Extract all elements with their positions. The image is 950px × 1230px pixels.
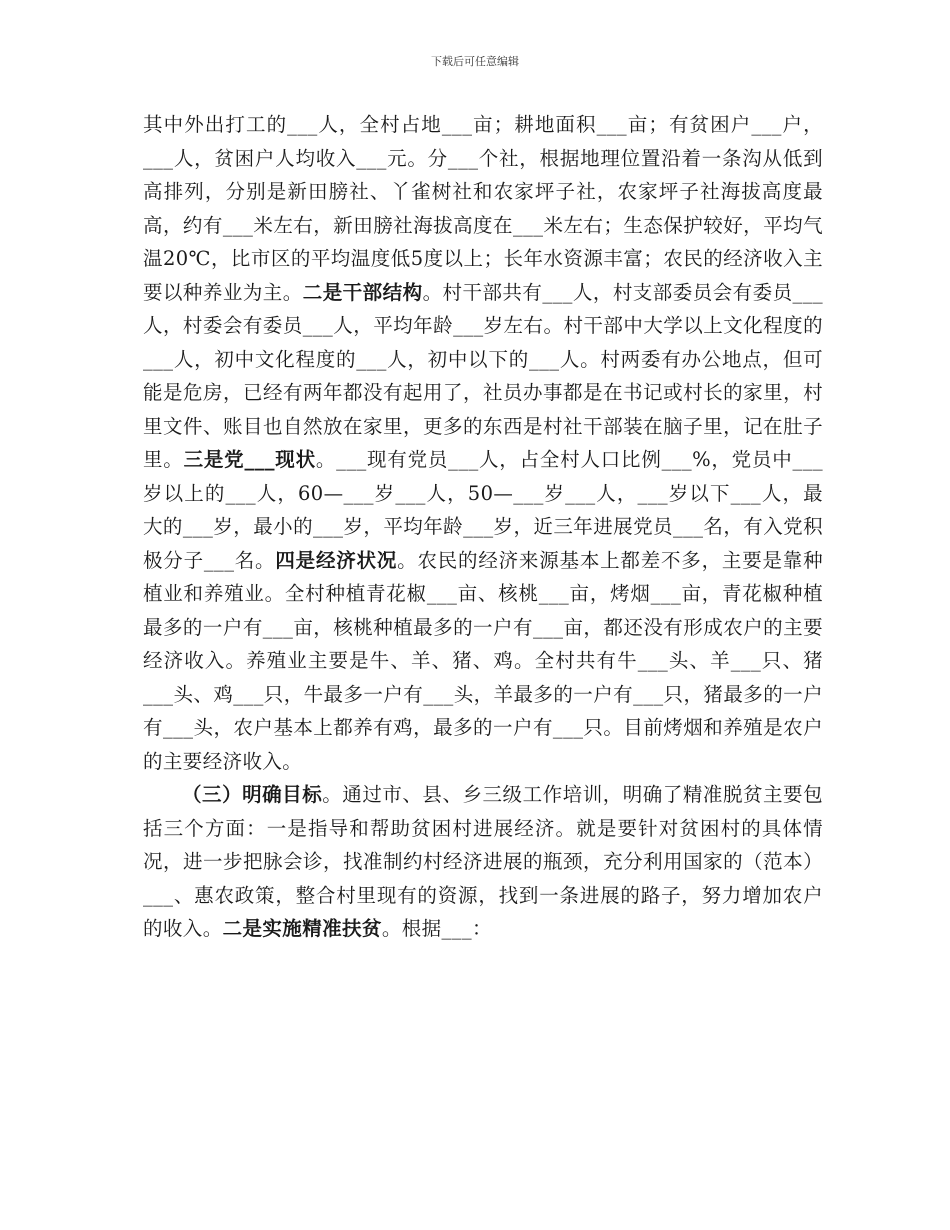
body-text: 。农民的经济来源基本上都差不多，主要是靠种植业和养殖业。全村种植青花椒___亩、核桃___亩，烤烟___亩，青花椒种植最多的一户有___亩，核桃种植最多的一户有___亩，都还没有形成农户的主要经济收入。养殖业主要是牛、羊、猪、鸡。全村共有牛___头、羊___只、猪___头、鸡___只，牛最多一户有___头，羊最多的一户有___只，猪最多的一户有___头，农户基本上都养有鸡，最多的一户有___只。目前烤烟和养殖是农户的主要经济收入。 (143, 548, 823, 773)
body-text: 。___现有党员___人，占全村人口比例___%，党员中___岁以上的___人，60—___岁___人，50—___岁___人，___岁以下___人，最大的___岁，最小的___岁，平均年龄___岁，近三年进展党员___名，有入党积极分子___名。 (143, 448, 824, 572)
section-heading-clear-goals: （三）明确目标 (182, 783, 323, 806)
section-heading-party-status: 三是党___现状 (183, 448, 316, 471)
section-heading-precise-poverty-alleviation: 二是实施精准扶贫 (222, 917, 382, 940)
body-text: 。根据___： (381, 917, 492, 940)
body-text: 其中外出打工的___人，全村占地___亩；耕地面积___亩；有贫困户___户，___人，贫困户人均收入___元。分___个社，根据地理位置沿着一条沟从低到高排列，分别是新田膀社、丫雀树社和农家坪子社，农家坪子社海拔高度最高，约有___米左右，新田膀社海拔高度在___米左右；生态保护较好，平均气温20℃，比市区的平均温度低5度以上；长年水资源丰富；农民的经济收入主要以种养业为主。 (143, 113, 823, 304)
paragraph (143, 778, 823, 946)
body-text: 。村干部共有___人，村支部委员会有委员___人，村委会有委员___人，平均年龄___岁左右。村干部中大学以上文化程度的___人，初中文化程度的___人，初中以下的___人。村两委有办公地点，但可能是危房，已经有两年都没有起用了，社员办事都是在书记或村长的家里，村里文件、账目也自然放在家里，更多的东西是村社干部装在脑子里，记在肚子里。 (143, 280, 823, 471)
body-text: 。通过市、县、乡三级工作培训，明确了精准脱贫主要包括三个方面：一是指导和帮助贫困村进展经济。就是要针对贫困村的具体情况，进一步把脉会诊，找准制约村经济进展的瓶颈，充分利用国家的（范本）___、惠农政策，整合村里现有的资源，找到一条进展的路子，努力增加农户的收入。 (143, 783, 823, 940)
document-body (143, 108, 823, 946)
section-heading-cadre-structure: 二是干部结构 (302, 280, 423, 304)
page-header: 下载后可任意编辑 (431, 55, 519, 68)
paragraph (143, 108, 823, 778)
section-heading-economic-status: 四是经济状况 (275, 548, 398, 572)
